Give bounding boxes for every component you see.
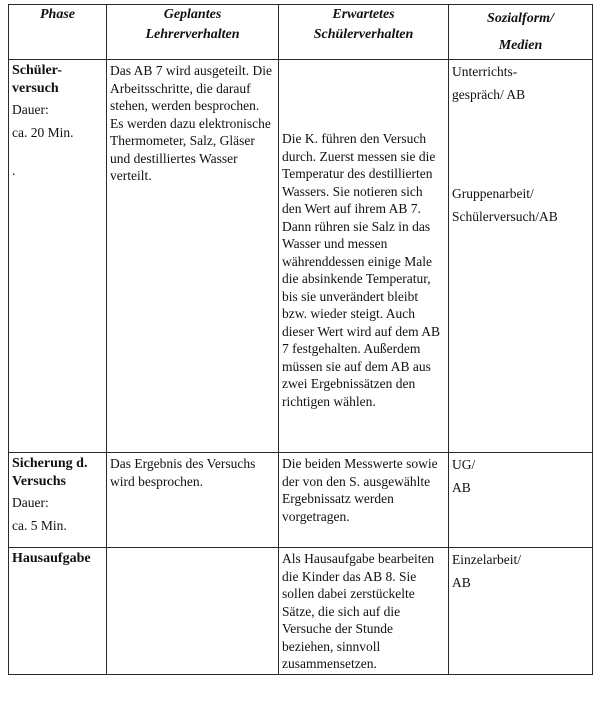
- media-line: Schülerversuch/AB: [452, 209, 558, 224]
- table-row: [9, 453, 593, 548]
- media-line: Gruppenarbeit/: [452, 186, 534, 201]
- table-row: [9, 60, 593, 453]
- student-text: Die K. führen den Versuch durch. Zuerst messen sie die Temperatur des destillierten Wassers. Sie notieren sich den Wert auf ihrem AB 7. Dann rühren sie Salz in das Wasser und messen währenddessen einige Male die absinkende Temperatur, bis sie unverändert bleibt bzw. wieder steigt. Auch dieser Wert wird auf dem AB 7 festgehalten. Außerdem müssen sie auf dem AB aus zwei Ergebnissätzen den richtigen wählen.: [282, 131, 440, 409]
- phase-cell: [9, 548, 107, 675]
- media-line: AB: [452, 575, 471, 590]
- student-cell: [279, 453, 449, 548]
- header-teacher: Geplantes Lehrerverhalten: [107, 5, 279, 60]
- teacher-cell: [107, 60, 279, 453]
- phase-duration-label: Dauer:: [12, 495, 49, 510]
- lesson-plan-table: [8, 4, 593, 675]
- phase-title: Schüler- versuch: [12, 63, 63, 96]
- media-line: Einzelarbeit/: [452, 552, 521, 567]
- media-line: Unterrichts-: [452, 64, 518, 79]
- header-row: [9, 5, 593, 60]
- teacher-text: Das AB 7 wird ausgeteilt. Die Arbeitsschritte, die darauf stehen, werden besprochen. Es werden dazu elektronische Thermometer, Salz, Gläser und destilliertes Wasser verteilt.: [110, 63, 272, 183]
- teacher-text: Das Ergebnis des Versuchs wird besprochen.: [110, 456, 256, 489]
- phase-cell: [9, 60, 107, 453]
- phase-duration-value: ca. 5 Min.: [12, 518, 67, 533]
- teacher-text: [107, 548, 278, 550]
- media-line: gespräch/ AB: [452, 87, 526, 102]
- media-cell: [449, 60, 593, 453]
- header-student: Erwartetes Schülerverhalten: [279, 5, 449, 60]
- phase-duration-value: ca. 20 Min.: [12, 125, 74, 140]
- teacher-cell: [107, 548, 279, 675]
- teacher-cell: [107, 453, 279, 548]
- student-cell: [279, 60, 449, 453]
- student-text: Als Hausaufgabe bearbeiten die Kinder das AB 8. Sie sollen dabei zerstückelte Sätze, die sich auf die Versuche der Stunde beziehen, sinnvoll zusammensetzen.: [282, 551, 435, 671]
- phase-duration-label: Dauer:: [12, 102, 49, 117]
- media-cell: [449, 453, 593, 548]
- media-line: UG/: [452, 457, 476, 472]
- header-phase: Phase: [9, 5, 107, 60]
- phase-title: Sicherung d. Versuchs: [12, 456, 88, 489]
- media-line: AB: [452, 480, 471, 495]
- phase-title: Hausaufgabe: [12, 551, 91, 566]
- phase-extra: .: [12, 163, 16, 178]
- student-cell: [279, 548, 449, 675]
- header-media: Sozialform/ Medien: [449, 5, 593, 60]
- media-cell: [449, 548, 593, 675]
- table-row: [9, 548, 593, 675]
- phase-cell: [9, 453, 107, 548]
- student-text: Die beiden Messwerte sowie der von den S. ausgewählte Ergebnissatz werden vorgetragen.: [282, 456, 438, 524]
